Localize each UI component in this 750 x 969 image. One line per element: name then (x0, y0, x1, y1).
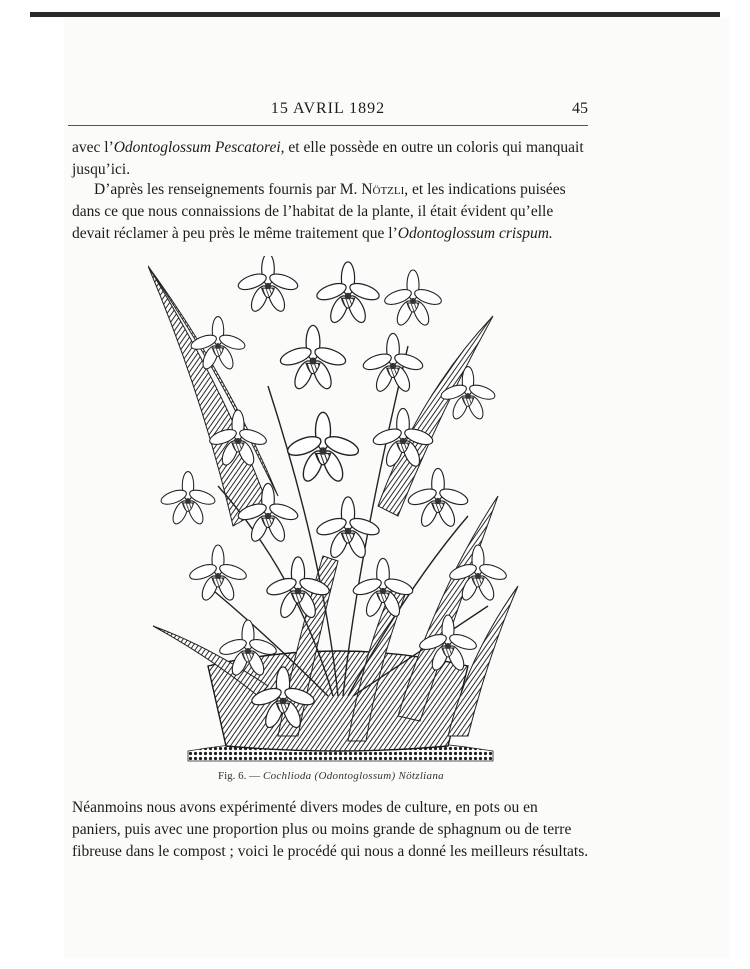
orchid-engraving (148, 256, 528, 766)
page-number: 45 (572, 100, 588, 117)
running-head-date: 15 AVRIL 1892 (270, 100, 386, 117)
paragraph-2 (72, 179, 592, 245)
paragraph-3 (72, 797, 592, 863)
species-name: Odontoglossum crispum. (397, 225, 553, 242)
paragraph-2-line-2: dans ce que nous connaissions de l’habitat de la plante, il était évident qu’elle (72, 203, 554, 220)
figure-caption: Fig. 6. — Cochlioda (Odontoglossum) Nötzliana (218, 770, 444, 782)
species-name: Odontoglossum Pescatorei, (113, 139, 285, 156)
page-top-edge (30, 12, 720, 17)
paragraph-1-line-2: jusqu’ici. (72, 161, 131, 178)
paragraph-1-line-1: avec l’Odontoglossum Pescatorei, et elle possède en outre un coloris qui manquait (72, 139, 584, 156)
author-name: Nötzli (361, 181, 405, 198)
running-head (68, 96, 588, 124)
header-rule (68, 125, 588, 126)
paragraph-3-line-2: paniers, puis avec une proportion plus ou moins grande de sphagnum ou de terre (72, 821, 572, 838)
paragraph-3-line-1: Néanmoins nous avons expérimenté divers modes de culture, en pots ou en (72, 799, 538, 816)
paragraph-3-line-3: fibreuse dans le compost ; voici le procédé qui nous a donné les meilleurs résultats. (72, 843, 589, 860)
paragraph-2-line-1: D’après les renseignements fournis par M. Nötzli, et les indications puisées (94, 181, 566, 198)
paragraph-1 (72, 137, 592, 181)
paragraph-2-line-3: devait réclamer à peu près le même traitement que l’Odontoglossum crispum. (72, 225, 553, 242)
